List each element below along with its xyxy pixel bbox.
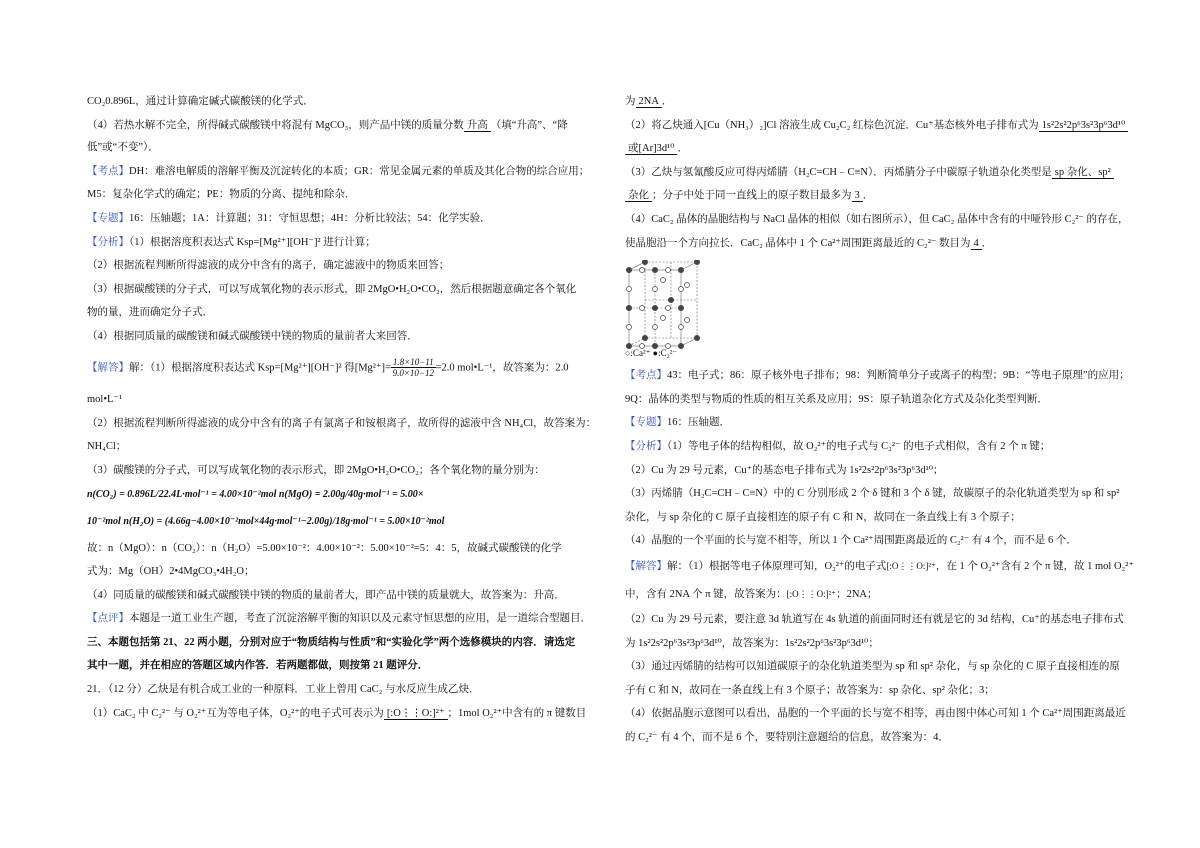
question-21-4: （4）CaC₂ 晶体的晶胞结构与 NaCl 晶体的相似（如右图所示），但 CaC₂ 晶体中含有的中哑铃形 C₂²⁻ 的存在， [625, 213, 1129, 225]
zhuanti-tag: 【专题】 [87, 212, 129, 224]
fenxi-section: 【分析】（1）等电子体的结构相似，故 O₂²⁺的电子式与 C₂²⁻ 的电子式相似，含有 2 个 π 键； [625, 440, 1051, 452]
text-line: 物的量，进而确定分子式． [87, 307, 213, 319]
answer-blank: 3 [852, 190, 863, 202]
answer-blank: 1s²2s²2p⁶3s²3p⁶3d¹⁰ [1039, 120, 1129, 132]
fenxi-tag: 【分析】 [87, 236, 129, 248]
electron-formula: [:O⋮⋮O:]²⁺ [886, 560, 936, 571]
formula-line: 10⁻²mol n(H₂O) = (4.66g−4.00×10⁻²mol×44g·mol⁻¹−2.00g)/18g·mol⁻¹ = 5.00×10⁻²mol [87, 515, 445, 527]
crystal-icon [625, 260, 705, 360]
text-line: 子有 C 和 N，故同在一条直线上有 3 个原子；故答案为：sp 杂化、sp² 杂化；3； [625, 684, 995, 696]
text-line: mol•L⁻¹ [87, 394, 123, 406]
text-line: 中，含有 2NA 个 π 键，故答案为：[:O⋮⋮O:]²⁺；2NA； [625, 588, 878, 600]
zhuanti-tag: 【专题】 [625, 417, 667, 429]
section-heading: 其中一题，并在相应的答题区域内作答．若两题都做，则按第 21 题评分． [87, 660, 429, 672]
formula-line: n(CO₂) = 0.896L/22.4L·mol⁻¹ = 4.00×10⁻²mol n(MgO) = 2.00g/40g·mol⁻¹ = 5.00× [87, 488, 424, 500]
electron-formula: [:O⋮⋮O:]²⁺ [786, 588, 837, 599]
text-line: （4）依据晶胞示意图可以看出，晶胞的一个平面的长与宽不相等，再由图中体心可知 1 个 Ca²⁺周围距离最近 [625, 708, 1126, 720]
text-line: （2）根据流程判断所得滤液的成分中含有的离子，确定滤液中的物质来回答； [87, 260, 450, 272]
left-column [87, 88, 597, 720]
fraction: $\frac{1.8\times 10-11}{9.0\times 10-12}$ [392, 356, 434, 379]
answer-blank: 或[Ar]3d¹⁰ [625, 143, 677, 155]
text-line: 使晶胞沿一个方向拉长．CaC₂ 晶体中 1 个 Ca²⁺周围距离最近的 C₂²⁻ 数目为 4 ． [625, 237, 993, 249]
question-21: 21．（12 分）乙炔是有机合成工业的一种原料．工业上曾用 CaC₂ 与水反应生成乙炔． [87, 684, 480, 696]
question-21-2: （2）将乙炔通入[Cu（NH₃）₂]Cl 溶液生成 Cu₂C₂ 红棕色沉淀．Cu⁺基态核外电子排布式为 1s²2s²2p⁶3s²3p⁶3d¹⁰ [625, 120, 1125, 133]
answer-blank: 2NA [636, 96, 662, 108]
text-line: 故：n（MgO）：n（CO₂）：n（H₂O）=5.00×10⁻²：4.00×10⁻²：5.00×10⁻²=5：4：5，故碱式碳酸镁的化学 [87, 542, 562, 554]
answer-blank: 升高 [464, 120, 491, 132]
text-line: （4）同质量的碳酸镁和碱式碳酸镁中镁的物质的量前者大，即产品中镁的质量就大，故答案为：升高． [87, 589, 565, 601]
text-line: 为 2NA ． [625, 96, 673, 107]
dianping-section: 【点评】本题是一道工业生产题，考查了沉淀溶解平衡的知识以及元素守恒思想的应用，是一道综合型题目． [87, 613, 591, 625]
text-line: （4）晶胞的一个平面的长与宽不相等，所以 1 个 Ca²⁺周围距离最近的 C₂²⁻ 有 4 个，而不是 6 个． [625, 535, 1077, 547]
answer-blank: [:O⋮⋮O:]²⁺ [384, 708, 448, 720]
text-line: 为 1s²2s²2p⁶3s²3p⁶3d¹⁰，故答案为：1s²2s²2p⁶3s²3p⁶3d¹⁰； [625, 637, 879, 649]
figure-caption: ○:Ca²⁺ ●:C₂²⁻ [625, 348, 678, 359]
zhuanti-section: 【专题】16：压轴题． [625, 417, 730, 429]
crystal-figure [625, 260, 1125, 360]
jieda-tag: 【解答】 [87, 362, 129, 374]
text-line: （2）Cu 为 29 号元素，Cu⁺的基态电子排布式为 1s²2s²2p⁶3s²3p⁶3d¹⁰； [625, 464, 944, 476]
section-heading: 三、本题包括第 21、22 两小题，分别对应于“物质结构与性质”和“实验化学”两个选修模块的内容．请选定 [87, 636, 576, 648]
text-line: CO₂0.896L，通过计算确定碱式碳酸镁的化学式． [87, 96, 314, 107]
text-line: 式为：Mg（OH）2•4MgCO₃•4H₂O； [87, 566, 255, 578]
question-21-1: （1）CaC₂ 中 C₂²⁻ 与 O₂²⁺互为等电子体，O₂²⁺的电子式可表示为 [:O⋮⋮O:]²⁺ ；1mol O₂²⁺中含有的 π 键数目 [87, 707, 587, 719]
text-line: 或[Ar]3d¹⁰ ． [625, 143, 1125, 156]
dianping-tag: 【点评】 [87, 613, 129, 625]
text-line: （3）通过丙烯腈的结构可以知道碳原子的杂化轨道类型为 sp 和 sp² 杂化，与 sp 杂化的 C 原子直接相连的原 [625, 661, 1120, 673]
answer-blank: sp 杂化、sp² [1052, 167, 1114, 179]
answer-blank: 杂化 [625, 190, 652, 202]
text-line: （2）根据流程判断所得滤液的成分中含有的离子有氯离子和铵根离子，故所得的滤液中含 NH₄Cl，故答案为： [87, 417, 597, 429]
kaodian-tag: 【考点】 [87, 165, 129, 177]
question-21-3: （3）乙炔与氢氰酸反应可得丙烯腈（H₂C=CH﹣C≡N）．丙烯腈分子中碳原子轨道杂化类型是 sp 杂化、sp² [625, 167, 1125, 180]
text-line: （3）根据碳酸镁的分子式，可以写成氧化物的表示形式，即 2MgO•H₂O•CO₂，然后根据题意确定各个氧化 [87, 283, 577, 295]
text-line: 杂化 ；分子中处于同一直线上的原子数目最多为 3 ． [625, 190, 1125, 203]
jieda-tag: 【解答】 [625, 560, 667, 572]
text-line: 低”或“不变”）． [87, 142, 159, 154]
answer-blank: 4 [971, 238, 982, 250]
jieda-section: 【解答】解：（1）根据等电子体原理可知，O₂²⁺的电子式[:O⋮⋮O:]²⁺，在 1 个 O₂²⁺含有 2 个 π 键，故 1 mol O₂²⁺ [625, 560, 1134, 572]
text-line: NH₄Cl； [87, 441, 127, 453]
text-line: 9Q：晶体的类型与物质的性质的相互关系及应用；9S：原子轨道杂化方式及杂化类型判断． [625, 393, 1048, 405]
text-line: （3）丙烯腈（H₂C=CH﹣C≡N）中的 C 分别形成 2 个 δ 键和 3 个 δ 键，故碳原子的杂化轨道类型为 sp 和 sp² [625, 488, 1120, 500]
zhuanti-section: 【专题】16：压轴题；1A：计算题；31：守恒思想；4H：分析比较法；54：化学实验． [87, 212, 491, 224]
text-line: （4）根据同质量的碳酸镁和碱式碳酸镁中镁的物质的量前者大来回答． [87, 330, 418, 342]
text-line: （2）Cu 为 29 号元素，要注意 3d 轨道写在 4s 轨道的前面同时还有就是它的 3d 结构，Cu⁺的基态电子排布式 [625, 614, 1124, 626]
text-line: 的 C₂²⁻ 有 4 个，而不是 6 个，要特别注意题给的信息，故答案为：4． [625, 732, 949, 744]
question-4: （4）若热水解不完全，所得碱式碳酸镁中将混有 MgCO₃，则产品中镁的质量分数 升高 （填“升高”、“降 [87, 119, 568, 131]
fenxi-tag: 【分析】 [625, 440, 667, 452]
jieda-section: 【解答】解：（1）根据溶度积表达式 Ksp=[Mg²⁺][OH⁻]² 得[Mg²⁺]= $\frac{1.8\times 10-11}{9.0\times 10-12}$ =2.0 mol•L⁻¹，故答案为：2.0 [87, 356, 569, 379]
text-line: 杂化，与 sp 杂化的 C 原子直接相连的原子有 C 和 N，故同在一条直线上有 3 个原子； [625, 511, 1021, 523]
kaodian-section: 【考点】43：电子式；86：原子核外电子排布；98：判断简单分子或离子的构型；9B：“等电子原理”的应用； [625, 370, 1130, 382]
text-line: （3）碳酸镁的分子式，可以写成氧化物的表示形式，即 2MgO•H₂O•CO₂；各个氧化物的量分别为： [87, 464, 545, 476]
kaodian-section: 【考点】DH：难溶电解质的溶解平衡及沉淀转化的本质；GR：常见金属元素的单质及其化合物的综合应用； [87, 165, 590, 177]
kaodian-tag: 【考点】 [625, 370, 667, 382]
right-column [625, 88, 1134, 745]
text-line: M5：复杂化学式的确定；PE：物质的分离、提纯和除杂． [87, 189, 356, 201]
fenxi-section: 【分析】（1）根据溶度积表达式 Ksp=[Mg²⁺][OH⁻]² 进行计算； [87, 236, 376, 248]
